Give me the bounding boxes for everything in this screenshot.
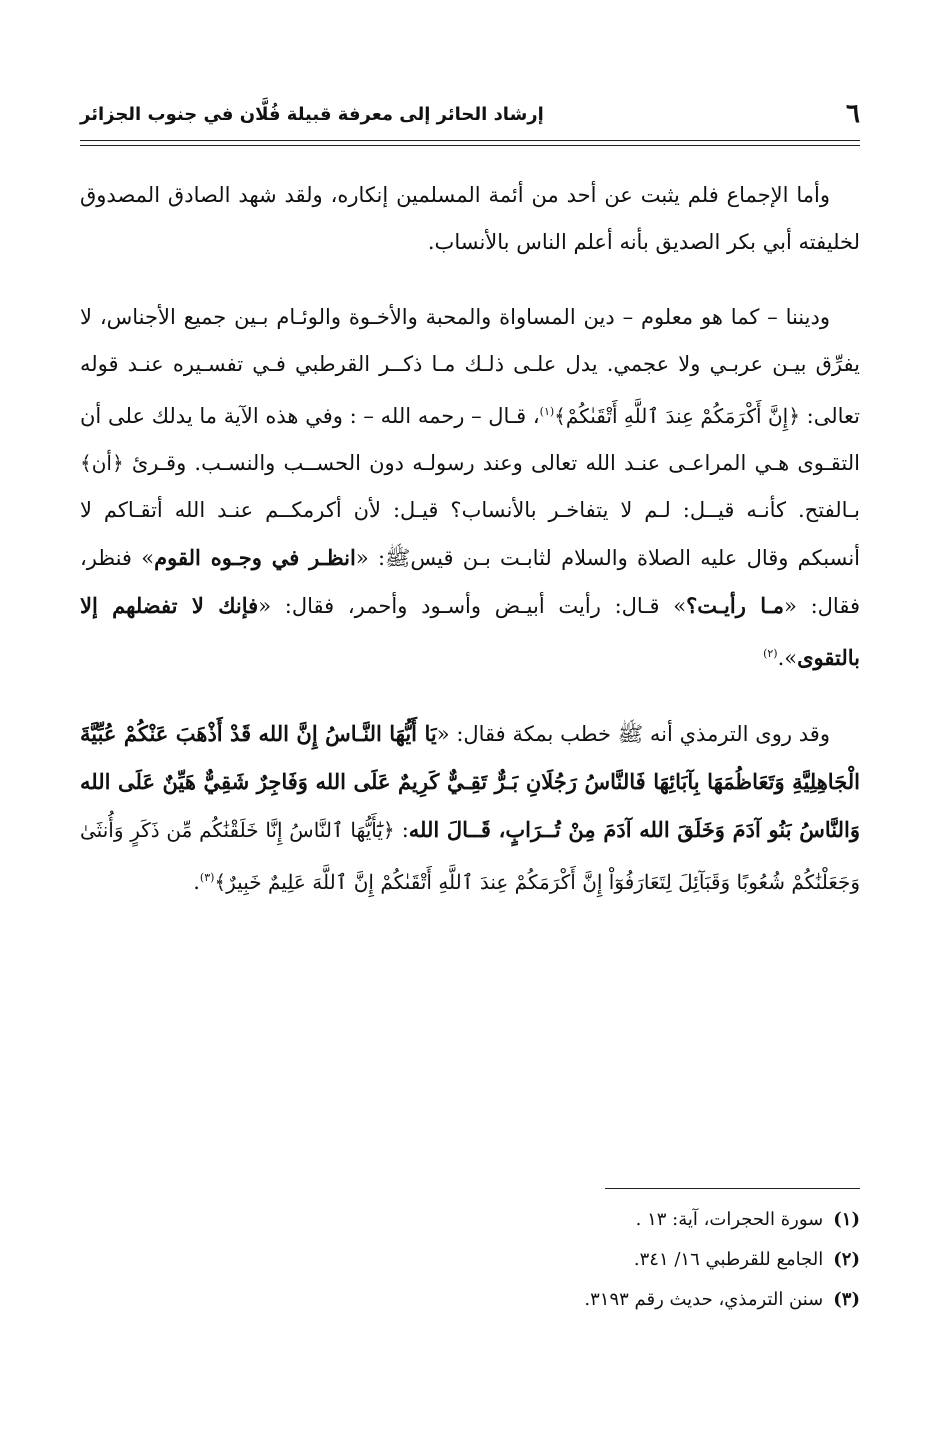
hadith-bold-3: فإنك لا تفضلهم إلا بالتقوى	[80, 593, 860, 670]
page-number: ٦	[846, 99, 860, 129]
footnote-item	[80, 1280, 860, 1320]
footnote-ref-3: (٣)	[199, 871, 215, 884]
quran-verse-1: ﴿إِنَّ أَكْرَمَكُمْ عِندَ ٱللَّهِ أَتْقَىٰكُمْ﴾	[554, 404, 800, 428]
paragraph-2	[80, 294, 860, 682]
footnote-ref-2: (٢)	[763, 647, 778, 660]
paragraph-1-text: وأما الإجماع فلم يثبت عن أحد من أئمة المسلمين إنكاره، ولقد شهد الصادق المصدوق لخليفته أبي بكر الصديق بأنه أعلم الناس بالأنساب.	[80, 183, 860, 254]
hadith-bold-4: يَا أَيُّهَا النَّـاسُ إِنَّ الله قَدْ أَذْهَبَ عَنْكُمْ عُبِّيَّةَ الْجَاهِلِيَّةِ وَتَعَاظُمَهَا بِآبَائِهَا فَالنَّاسُ رَجُلَانِ بَـرٌّ تَقِـيٌّ كَرِيمٌ عَلَى الله وَفَاجِرٌ شَقِيٌّ هَيِّنٌ عَلَى الله وَالنَّاسُ بَنُو آدَمَ وَخَلَقَ الله آدَمَ مِنْ تُــرَابٍ، قَــالَ الله	[80, 721, 860, 842]
p2-text-f: ».	[777, 646, 798, 670]
footnote-ref-1: (١)	[539, 405, 555, 418]
footnote-separator	[605, 1188, 860, 1189]
footnote-text: سنن الترمذي، حديث رقم ٣١٩٣.	[584, 1289, 824, 1310]
footnote-number: (٣)	[833, 1289, 860, 1310]
footnote-item	[80, 1200, 860, 1240]
footnote-number: (٢)	[833, 1249, 860, 1270]
p3-text-b: :	[394, 818, 409, 842]
main-text	[80, 172, 860, 934]
running-title: إرشاد الحائر إلى معرفة قبيلة فُلَّان في جنوب الجزائر	[80, 103, 544, 125]
footnote-item	[80, 1240, 860, 1280]
footnotes	[80, 1200, 860, 1320]
paragraph-1	[80, 172, 860, 266]
quran-word-an: ﴿أن﴾	[80, 451, 124, 475]
footnote-text: الجامع للقرطبي ١٦/ ٣٤١.	[633, 1249, 824, 1270]
hadith-bold-1: انظـر في وجـوه القوم	[154, 545, 356, 570]
page-header	[80, 90, 860, 138]
p3-text-a: وقد روى الترمذي أنه ﷺ خطب بمكة فقال: «	[436, 722, 830, 746]
p2-text-b: ، قـال – رحمه الله – : وفي هذه الآية ما يدلك على أن التقـوى هـي المراعـى عنـد الله تعالى وعند رسولـه دون الحســب والنسـب. وقـرئ	[80, 404, 860, 475]
quran-verse-2: ﴿يَٰٓأَيُّهَا ٱلنَّاسُ إِنَّا خَلَقْنَٰكُم مِّن ذَكَرٍ وَأُنثَىٰ وَجَعَلْنَٰكُمْ شُعُوبًا وَقَبَآئِلَ لِتَعَارَفُوٓاْ إِنَّ أَكْرَمَكُمْ عِندَ ٱللَّهِ أَتْقَىٰكُمْ إِنَّ ٱللَّهَ عَلِيمٌ خَبِيرٌ﴾	[80, 818, 860, 894]
p2-text-d: » فنظر، فقال: «	[80, 546, 860, 618]
footnote-text: سورة الحجرات، آية: ١٣ .	[635, 1209, 824, 1230]
header-rule-bottom	[80, 145, 860, 146]
footnote-number: (١)	[833, 1209, 860, 1230]
hadith-bold-2: مـا رأيـت؟	[686, 593, 785, 618]
p2-text-e: » قـال: رأيت أبيـض وأسـود وأحمر، فقال: «	[258, 594, 687, 618]
header-rule-top	[80, 140, 860, 141]
p3-text-c: .	[193, 870, 200, 894]
paragraph-3	[80, 710, 860, 906]
p2-text-a: وديننا – كما هو معلوم – دين المساواة والمحبة والأخـوة والوئـام بـين جميع الأجناس، لا يفرِّق بيـن عربـي ولا عجمي. يدل علـى ذلـك مـا ذكــر القرطبي فـي تفسـيره عنـد قوله تعالى:	[80, 305, 860, 428]
p2-text-c: بـالفتح. كأنـه قيــل: لـم لا يتفاخـر بالأنساب؟ قيـل: لأن أكرمكــم عنـد الله أتقـاكم لا أنسبكم وقال عليه الصلاة والسلام لثابـت بـن قيسﷺ: «	[80, 498, 860, 570]
